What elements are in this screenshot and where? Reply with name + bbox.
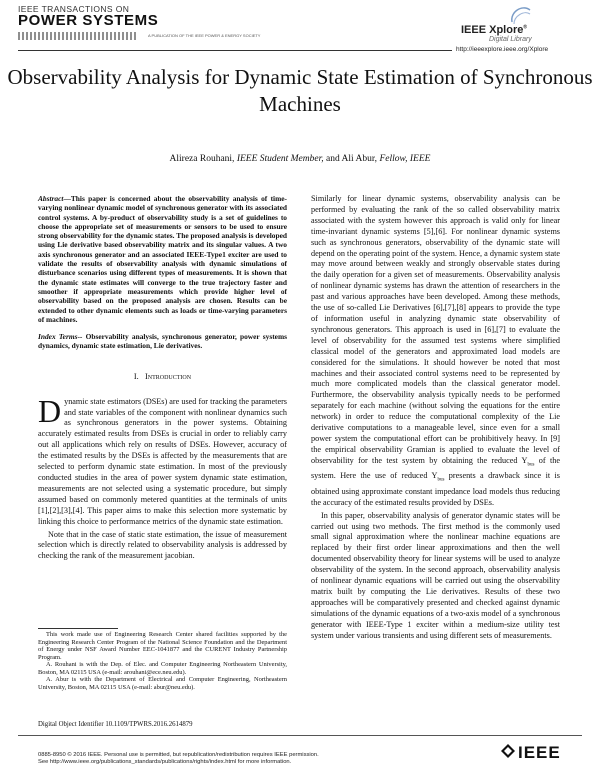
index-terms-text: -- Observability analysis, synchronous generator, power systems dynamics, dynamic state estimation, Lie derivatives.	[38, 332, 287, 351]
right-column	[311, 194, 560, 642]
copyright-notice: 0885-8950 © 2016 IEEE. Personal use is permitted, but republication/redistribution requires IEEE permission. See http://www.ieee.org/publications_standards/publications/rights/index.html for more information.	[38, 752, 319, 765]
author-and: and Ali Abur,	[323, 154, 380, 164]
intro-paragraph-4: In this paper, observability analysis of generator dynamic states will be carried out using two methods. The first method is the commonly used small signal approximation where the nonlinear machine equations are replaced by their first order linear approximations and then the well documented observability theory for linear systems will be used to analyze observability of the system. In the second approach, observability analysis of nonlinear dynamic equations will be carried out using the observability matrix built by computing the Lie derivatives. Results of these two approaches will be comparatively presented and checked against dynamic simulations of the dynamic equations of a two-axis model of a synchronous generator with IEEE-Type 1 exciter within a medium-size utility test system under various transients and using different sets of measurements.	[311, 510, 560, 640]
paper-title: Observability Analysis for Dynamic State Estimation of Synchronous Machines	[7, 65, 593, 116]
drop-cap: D	[38, 392, 62, 429]
header-rule	[18, 50, 452, 51]
footnote-author-2: A. Abur is with the Department of Electrical and Computer Engineering, Northeastern University, Boston, MA 02115 USA (e-mail: abur@neu.edu).	[38, 676, 287, 691]
index-terms	[38, 332, 287, 351]
section-heading-introduction: I. Introduction	[133, 371, 192, 381]
doi: Digital Object Identifier 10.1109/TPWRS.2016.2614879	[38, 721, 193, 728]
xplore-url[interactable]: http://ieeexplore.ieee.org/Xplore	[456, 46, 549, 53]
xplore-swirl-icon	[508, 4, 532, 26]
footnote-author-1: A. Rouhani is with the Dep. of Elec. and Computer Engineering Northeastern University, Boston, MA 02115 USA (e-mail: arouhani@ece.neu.edu).	[38, 661, 287, 676]
author-2-role: Fellow, IEEE	[379, 154, 431, 164]
abstract	[38, 194, 287, 324]
footnote-funding: This work made use of Engineering Research Center shared facilities supported by the Engineering Research Center Program of the National Science Foundation and the Department of Energy under NSF Award Number EEC-1041877 and the CURENT Industry Partnership Program.	[38, 631, 287, 661]
xplore-subtitle: Digital Library	[489, 36, 532, 43]
journal-name-top: IEEE TRANSACTIONS ON	[18, 4, 130, 14]
author-line	[0, 154, 600, 164]
abstract-text: —This paper is concerned about the observability analysis of time-varying nonlinear dynamic model of synchronous generator with its associated control systems. A by-product of observability study is a set of guidelines to choose the appropriate set of measurements or sensors to be used to ensure strong observability for the dynamic states. The proposed analysis is developed using Lie derivative based observability matrix and its singular values. A two axis synchronous generator and an associated IEEE-Type1 exciter are used to validate the results of observability analysis with dynamic simulations of disturbance scenarios using different types of measurements. It is shown that the dynamic state estimates will converge to the true trajectory faster and smoother if appropriate measurements which provide higher level of observability based on the proposed analysis are chosen. Results can be extended to other dynamic elements such as loads or time-varying parameters of machines.	[38, 194, 287, 324]
author-1-role: IEEE Student Member,	[236, 154, 324, 164]
footnotes	[38, 631, 287, 692]
author-1: Alireza Rouhani,	[169, 154, 237, 164]
intro-paragraph-3: Similarly for linear dynamic systems, observability analysis can be performed by evaluating the rank of the so called observability matrix associated with the system however this approach is valid only for linear time-invariant dynamic systems [5],[6]. For nonlinear dynamic systems such as synchronous generators, observability of the dynamic state will depend on the operating point of the system. Hence, a dynamic system state may move around between weakly and strongly observable states during the daily operation for a given set of measurements. Observability analysis of nonlinear dynamic systems has drawn the attention of researchers in the past and various approaches have been developed. Among these methods, the use of so-called Lie Derivatives [6],[7],[8] appears to provide the type of information useful in analyzing dynamic state observability of synchronous generators. This approach is used in [6],[7] to evaluate the level of observability for the assumed test systems where simplified classical model of the generators and approximated load models are considered for the simulations. It should however be noted that most machines and their associated control systems need to be represented by much more complicated models than the classical generator model. Furthermore, the observability analysis typically needs to be performed separately for each machine (without solving the equations for the entire network) in order to reduce the computational complexity of the Lie derivative computations to a manageable level, since even for a small power system the computational effort can be prohibitively heavy. In [9] the empirical observability Gramian is applied to evaluate the level of observability for the test system by obtaining the reduced $Y_{bus}$ of the system. Here the use of reduced $Y_{bus}$ presents a drawback since it is obtained using approximate constant impedance load models thus reducing the accuracy of the estimated results provided by DSEs.	[311, 194, 561, 507]
index-terms-label: Index Terms	[38, 332, 78, 342]
journal-subtitle: A PUBLICATION OF THE IEEE POWER & ENERGY SOCIETY	[148, 33, 261, 38]
left-column	[38, 194, 287, 562]
abstract-label: Abstract	[38, 194, 64, 203]
journal-banner-graphic	[18, 32, 136, 40]
intro-paragraph-1: Dynamic state estimators (DSEs) are used for tracking the parameters and state variables of the component with nonlinear dynamics such as synchronous generators in the power systems. Obtaining accurately estimated results from DSEs is crucial in order to reliably carry out all applications which rely on results of DSEs. However, accuracy of the estimated results by the DSEs is affected by the measurements that are selected to perform dynamic state estimation. In most of the previously conducted studies in the area of power system dynamic state estimation, measurements are not selected using a systematic procedure, but simply assumed based on commonly metered quantities at the terminals of units [1],[2],[3],[4]. This paper aims to make this selection more systematic by linking this choice to performance metrics of the dynamic state estimation.	[38, 392, 287, 526]
ieee-diamond-icon	[501, 744, 515, 758]
footer-rule	[18, 735, 582, 736]
ieee-logo: IEEE	[518, 743, 561, 762]
ieee-xplore-logo: IEEE Xplore®	[461, 24, 528, 36]
intro-paragraph-2: Note that in the case of static state estimation, the issue of measurement selection which is directly related to observability analysis is addressed by checking the rank of the measurement jacobian.	[38, 529, 287, 561]
journal-name: POWER SYSTEMS	[18, 12, 159, 29]
footnote-rule	[38, 628, 118, 629]
